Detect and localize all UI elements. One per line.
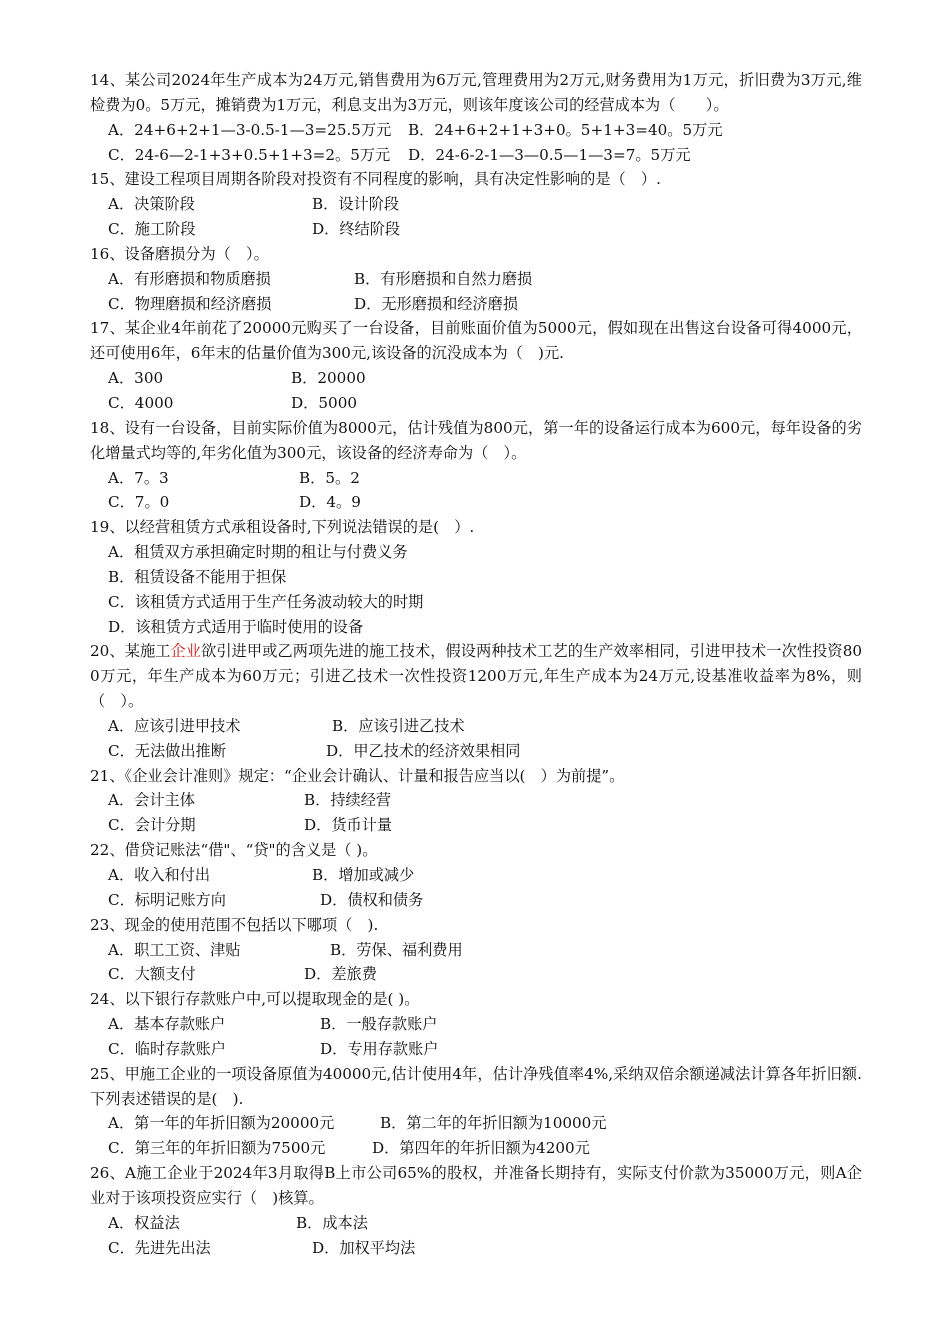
option-b: B．租赁设备不能用于担保 bbox=[108, 567, 287, 586]
options-row bbox=[90, 863, 862, 888]
options-row bbox=[90, 565, 862, 590]
option-c: C．临时存款账户 bbox=[108, 1039, 226, 1058]
options-row bbox=[90, 490, 862, 515]
option-c: C．大额支付 bbox=[108, 965, 196, 984]
option-b: B．5。2 bbox=[299, 468, 360, 487]
question-14-stem: 14、某公司2024年生产成本为24万元,销售费用为6万元,管理费用为2万元,财务费用为1万元，折旧费为3万元,维检费为0。5万元，摊销费为1万元，利息支出为3万元，则该年度该公司的经营成本为（ ）。 bbox=[90, 71, 862, 114]
options-row bbox=[90, 1136, 862, 1161]
option-a: A．基本存款账户 bbox=[108, 1015, 226, 1034]
options-row bbox=[90, 192, 862, 217]
question-19-stem: 19、以经营租赁方式承租设备时,下列说法错误的是( ）. bbox=[90, 518, 475, 537]
options-row bbox=[90, 540, 862, 565]
option-c: C．24-6—2-1+3+0.5+1+3=2。5万元 bbox=[108, 145, 391, 164]
option-a: A．7。3 bbox=[108, 468, 169, 487]
option-c: C．物理磨损和经济磨损 bbox=[108, 294, 272, 313]
options-row bbox=[90, 788, 862, 813]
option-c: C．7。0 bbox=[108, 493, 170, 512]
options-row bbox=[90, 1111, 862, 1136]
option-a: A．权益法 bbox=[108, 1213, 180, 1232]
option-d: D．甲乙技术的经济效果相同 bbox=[326, 741, 521, 760]
options-row bbox=[90, 1236, 862, 1261]
option-b: B．第二年的年折旧额为10000元 bbox=[380, 1114, 607, 1133]
option-d: D．第四年的年折旧额为4200元 bbox=[372, 1139, 590, 1158]
option-a: A．24+6+2+1—3-0.5-1—3=25.5万元 bbox=[108, 120, 392, 139]
options-row bbox=[90, 1211, 862, 1236]
question-17-stem: 17、某企业4年前花了20000元购买了一台设备，目前账面价值为5000元，假如现在出售这台设备可得4000元，还可使用6年，6年末的估量价值为300元,该设备的沉没成本为（ )元. bbox=[90, 319, 862, 363]
question-18-stem: 18、设有一台设备，目前实际价值为8000元，估计残值为800元，第一年的设备运行成本为600元，每年设备的劣化增量式均等的,年劣化值为300元，该设备的经济寿命为（ ）。 bbox=[90, 418, 862, 462]
option-a: A．收入和付出 bbox=[108, 866, 211, 884]
option-a: A．决策阶段 bbox=[108, 195, 195, 214]
option-b: B．增加或减少 bbox=[312, 866, 415, 884]
options-row bbox=[90, 938, 862, 963]
option-d: D．债权和债务 bbox=[320, 890, 424, 909]
question-15-stem: 15、建设工程项目周期各阶段对投资有不同程度的影响，具有决定性影响的是（ ）. bbox=[90, 170, 661, 189]
option-c: C．会计分期 bbox=[108, 816, 196, 835]
question-26-stem: 26、A施工企业于2024年3月取得B上市公司65%的股权，并准备长期持有，实际支付价款为35000万元，则A企业对于该项投资应实行（ )核算。 bbox=[90, 1164, 862, 1207]
option-c: C．施工阶段 bbox=[108, 220, 196, 239]
options-row bbox=[90, 292, 862, 317]
options-row bbox=[90, 714, 862, 739]
question-21-stem: 21、《企业会计准则》规定：“企业会计确认、计量和报告应当以( ）为前提”。 bbox=[90, 766, 625, 785]
question-25-stem: 25、甲施工企业的一项设备原值为40000元,估计使用4年，估计净残值率4%,采纳双倍余额递减法计算各年折旧额.下列表述错误的是( ). bbox=[90, 1064, 862, 1108]
option-d: D．该租赁方式适用于临时使用的设备 bbox=[108, 617, 364, 636]
option-d: D．加权平均法 bbox=[312, 1238, 416, 1257]
option-a: A．第一年的年折旧额为20000元 bbox=[108, 1114, 335, 1133]
options-row bbox=[90, 1012, 862, 1037]
option-a: A．会计主体 bbox=[108, 791, 195, 810]
options-row bbox=[90, 217, 862, 242]
option-c: C．先进先出法 bbox=[108, 1238, 211, 1257]
option-b: B．有形磨损和自然力磨损 bbox=[354, 269, 533, 288]
option-a: A．300 bbox=[108, 369, 164, 388]
option-c: C．该租赁方式适用于生产任务波动较大的时期 bbox=[108, 592, 424, 611]
option-b: B．成本法 bbox=[296, 1213, 368, 1232]
option-d: D．无形磨损和经济磨损 bbox=[354, 294, 519, 313]
question-16-stem: 16、设备磨损分为（ ）。 bbox=[90, 244, 269, 263]
question-23-stem: 23、现金的使用范围不包括以下哪项（ ). bbox=[90, 915, 379, 934]
options-row bbox=[90, 118, 862, 143]
options-row bbox=[90, 391, 862, 416]
option-d: D．24-6-2-1—3—0.5—1—3=7。5万元 bbox=[408, 145, 691, 164]
option-c: C．标明记账方向 bbox=[108, 890, 226, 909]
option-a: A．租赁双方承担确定时期的租让与付费义务 bbox=[108, 543, 408, 562]
options-row bbox=[90, 888, 862, 913]
option-d: D．4。9 bbox=[299, 493, 361, 512]
option-c: C．4000 bbox=[108, 393, 174, 412]
option-c: C．第三年的年折旧额为7500元 bbox=[108, 1139, 326, 1158]
option-b: B．24+6+2+1+3+0。5+1+3=40。5万元 bbox=[408, 120, 723, 139]
option-c: C．无法做出推断 bbox=[108, 741, 226, 760]
question-24-stem: 24、以下银行存款账户中,可以提取现金的是( )。 bbox=[90, 990, 420, 1009]
question-22-stem: 22、借贷记账法“借"、“贷"的含义是（ )。 bbox=[90, 841, 378, 860]
highlighted-word: 企业 bbox=[170, 642, 202, 661]
option-d: D．5000 bbox=[291, 393, 358, 412]
options-row bbox=[90, 962, 862, 987]
option-d: D．终结阶段 bbox=[312, 220, 401, 239]
option-b: B．持续经营 bbox=[304, 791, 392, 810]
option-b: B．20000 bbox=[291, 369, 366, 388]
option-d: D．专用存款账户 bbox=[320, 1039, 439, 1058]
options-row bbox=[90, 1037, 862, 1062]
option-b: B．设计阶段 bbox=[312, 195, 400, 214]
options-row bbox=[90, 143, 862, 168]
option-d: D．货币计量 bbox=[304, 816, 393, 835]
stem-text: 欲引进甲或乙两项先进的施工技术，假设两种技术工艺的生产效率相同，引进甲技术一次性投资800万元，年生产成本为60万元；引进乙技术一次性投资1200万元,年生产成本为24万元,设基准收益率为8%，则（ ）。 bbox=[90, 642, 863, 711]
option-a: A．应该引进甲技术 bbox=[108, 716, 241, 735]
options-row bbox=[90, 366, 862, 391]
option-b: B．劳保、福利费用 bbox=[330, 940, 463, 959]
options-row bbox=[90, 813, 862, 838]
question-20-stem bbox=[90, 639, 862, 714]
stem-text: 20、某施工 bbox=[90, 642, 171, 661]
options-row bbox=[90, 615, 862, 640]
options-row bbox=[90, 267, 862, 292]
option-b: B．一般存款账户 bbox=[320, 1015, 438, 1034]
options-row bbox=[90, 739, 862, 764]
option-a: A．有形磨损和物质磨损 bbox=[108, 269, 271, 288]
option-d: D．差旅费 bbox=[304, 965, 377, 984]
exam-page bbox=[90, 68, 862, 1261]
options-row bbox=[90, 466, 862, 491]
option-b: B．应该引进乙技术 bbox=[332, 716, 465, 735]
option-a: A．职工工资、津贴 bbox=[108, 940, 241, 959]
options-row bbox=[90, 590, 862, 615]
